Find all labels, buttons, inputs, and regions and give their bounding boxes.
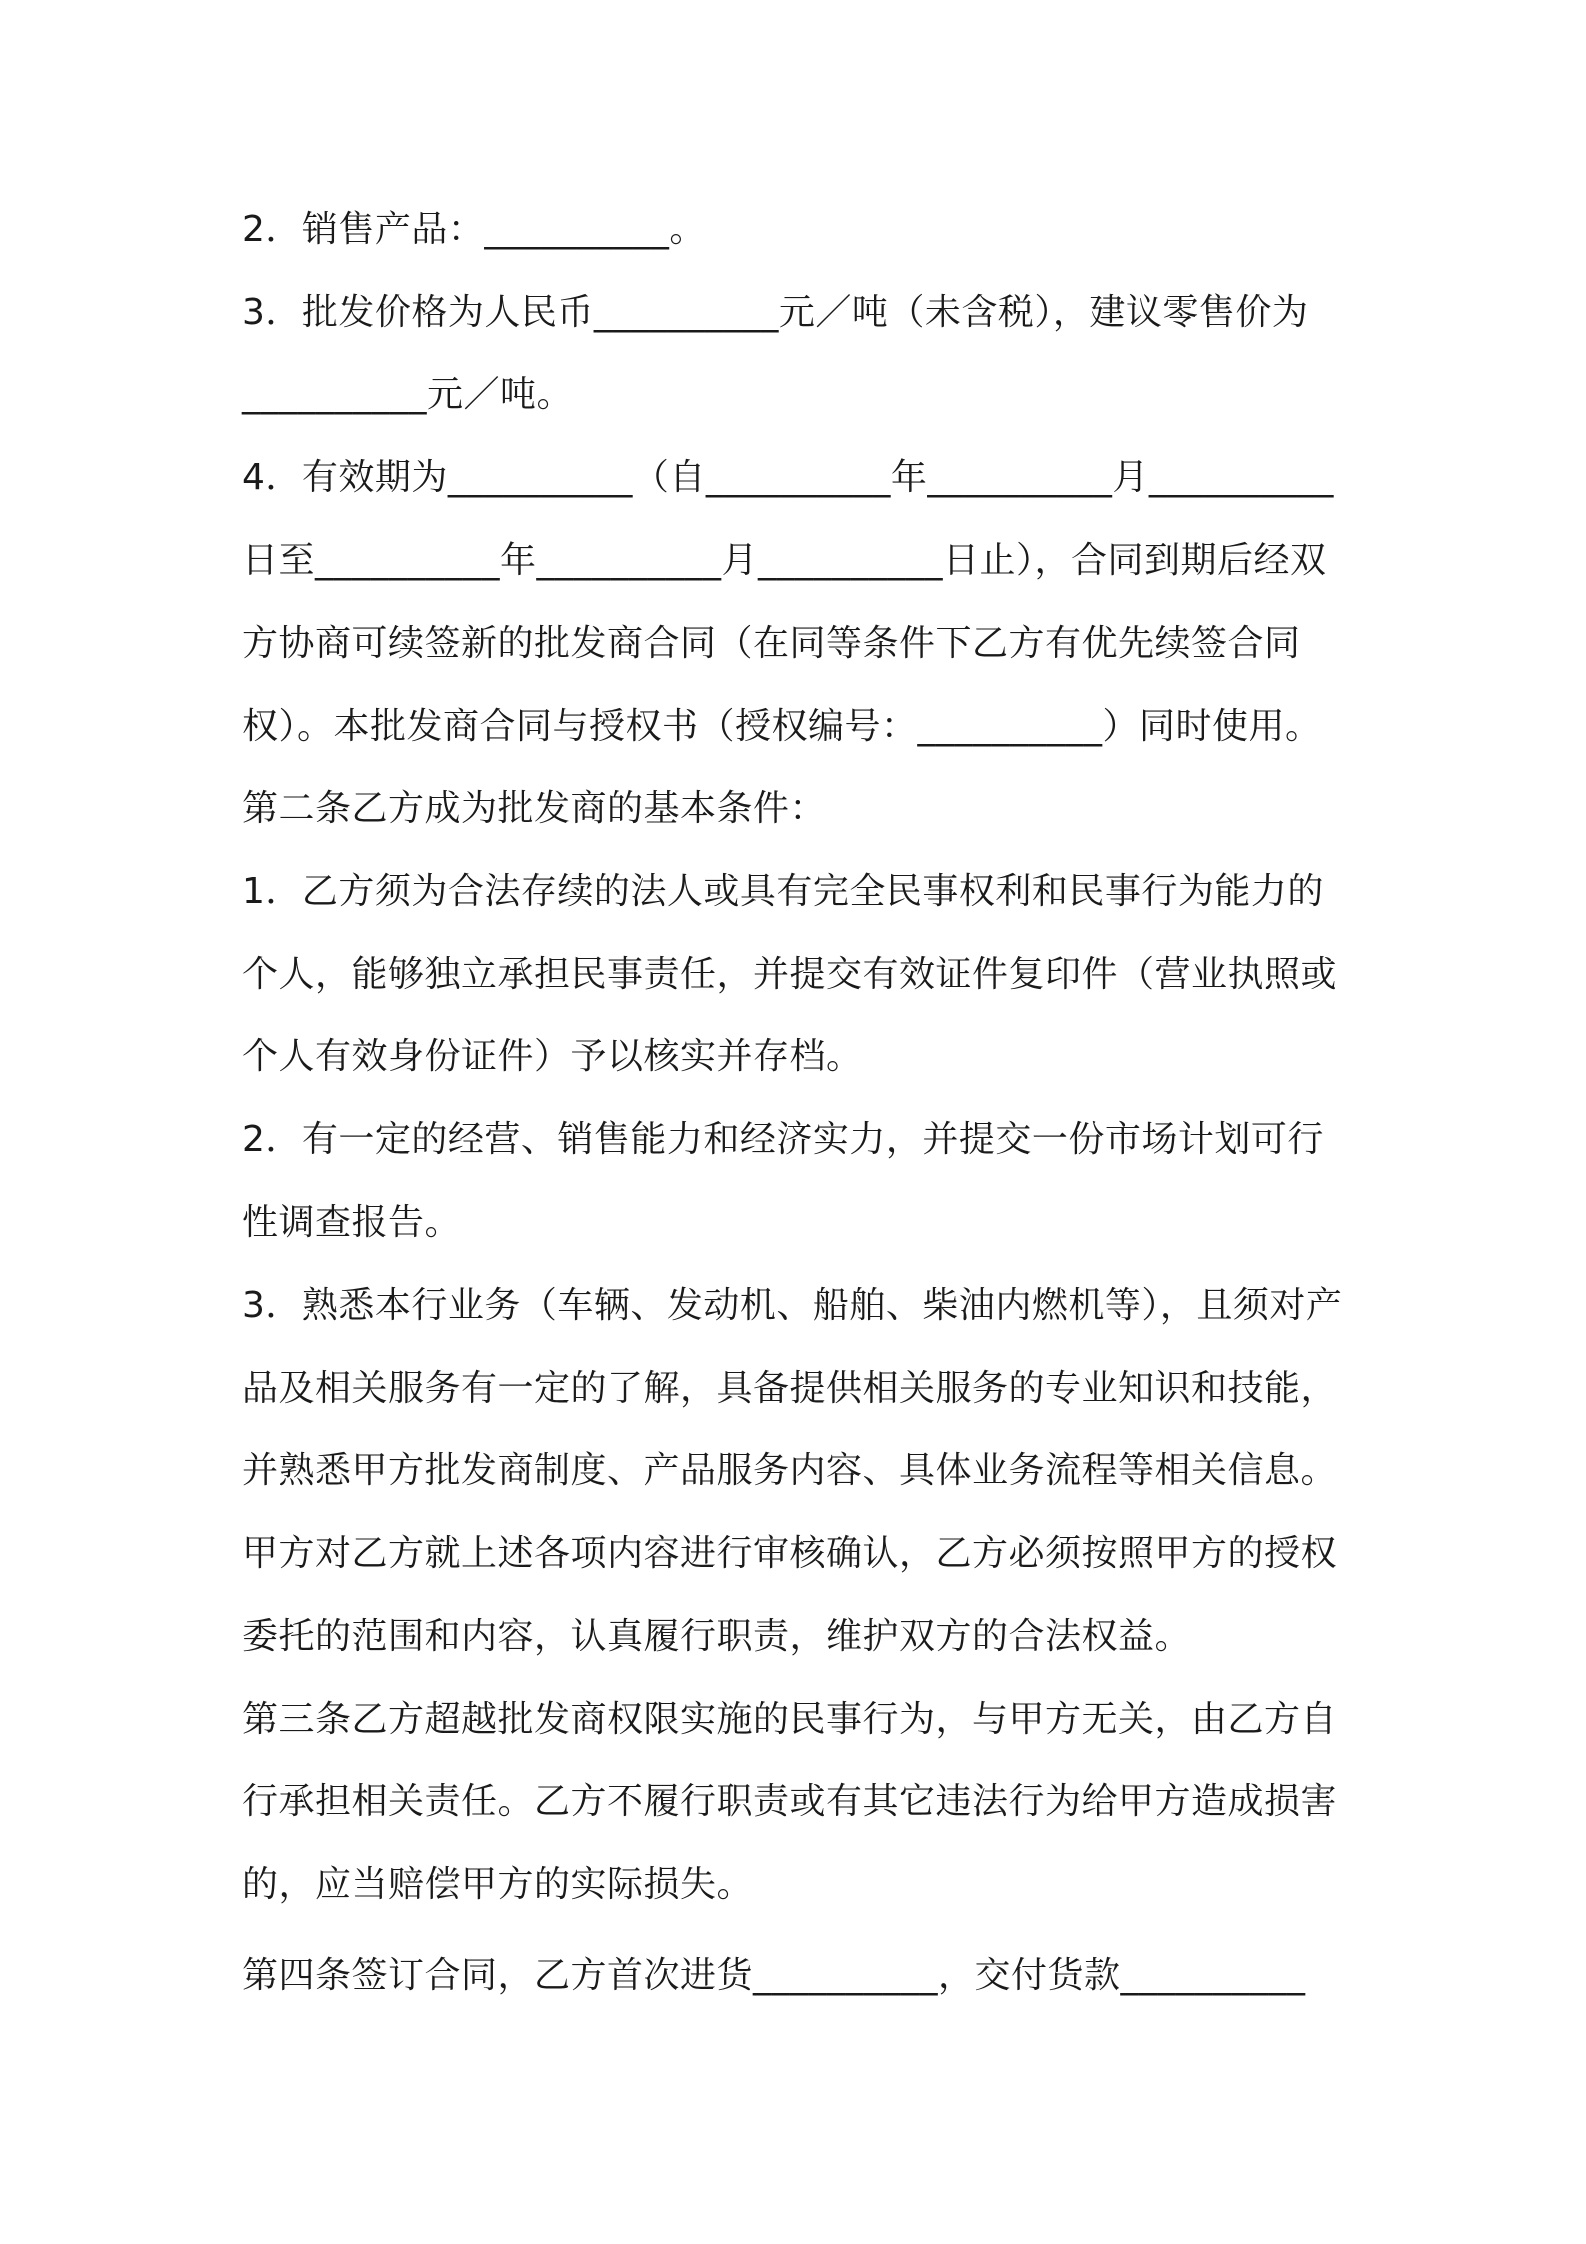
section-heading: 第三条乙方超越批发商权限实施的民事行为，与甲方无关，由乙方自 <box>242 1699 1338 1740</box>
text-line: 甲方对乙方就上述各项内容进行审核确认，乙方必须按照甲方的授权 <box>242 1533 1338 1574</box>
text-line: 2．有一定的经营、销售能力和经济实力，并提交一份市场计划可行 <box>242 1119 1324 1160</box>
text-line: 方协商可续签新的批发商合同（在同等条件下乙方有优先续签合同 <box>242 623 1301 664</box>
text-line: 3．批发价格为人民币__________元／吨（未含税），建议零售价为 <box>242 292 1309 333</box>
text-line: 3．熟悉本行业务（车辆、发动机、船舶、柴油内燃机等），且须对产 <box>242 1285 1343 1326</box>
text-line: 委托的范围和内容，认真履行职责，维护双方的合法权益。 <box>242 1616 1192 1657</box>
text-line: 并熟悉甲方批发商制度、产品服务内容、具体业务流程等相关信息。 <box>242 1450 1338 1491</box>
text-line: __________元／吨。 <box>242 374 574 415</box>
text-line: 的，应当赔偿甲方的实际损失。 <box>242 1864 754 1905</box>
text-line: 权）。本批发商合同与授权书（授权编号：__________）同时使用。 <box>242 706 1322 747</box>
text-line: 1．乙方须为合法存续的法人或具有完全民事权利和民事行为能力的 <box>242 871 1324 912</box>
text-line: 日至__________年__________月__________日止），合同到期后经双 <box>242 540 1327 581</box>
section-heading: 第二条乙方成为批发商的基本条件： <box>242 788 827 829</box>
text-line: 4．有效期为__________（自__________年__________月__________ <box>242 457 1334 498</box>
text-line: 个人，能够独立承担民事责任，并提交有效证件复印件（营业执照或 <box>242 954 1338 995</box>
text-line: 品及相关服务有一定的了解，具备提供相关服务的专业知识和技能， <box>242 1368 1338 1409</box>
text-line: 行承担相关责任。乙方不履行职责或有其它违法行为给甲方造成损害 <box>242 1781 1338 1822</box>
text-line: 个人有效身份证件）予以核实并存档。 <box>242 1036 863 1077</box>
text-line: 性调查报告。 <box>242 1202 462 1243</box>
text-line: 2．销售产品：__________。 <box>242 209 706 250</box>
section-heading: 第四条签订合同，乙方首次进货__________，交付货款__________ <box>242 1955 1306 1996</box>
